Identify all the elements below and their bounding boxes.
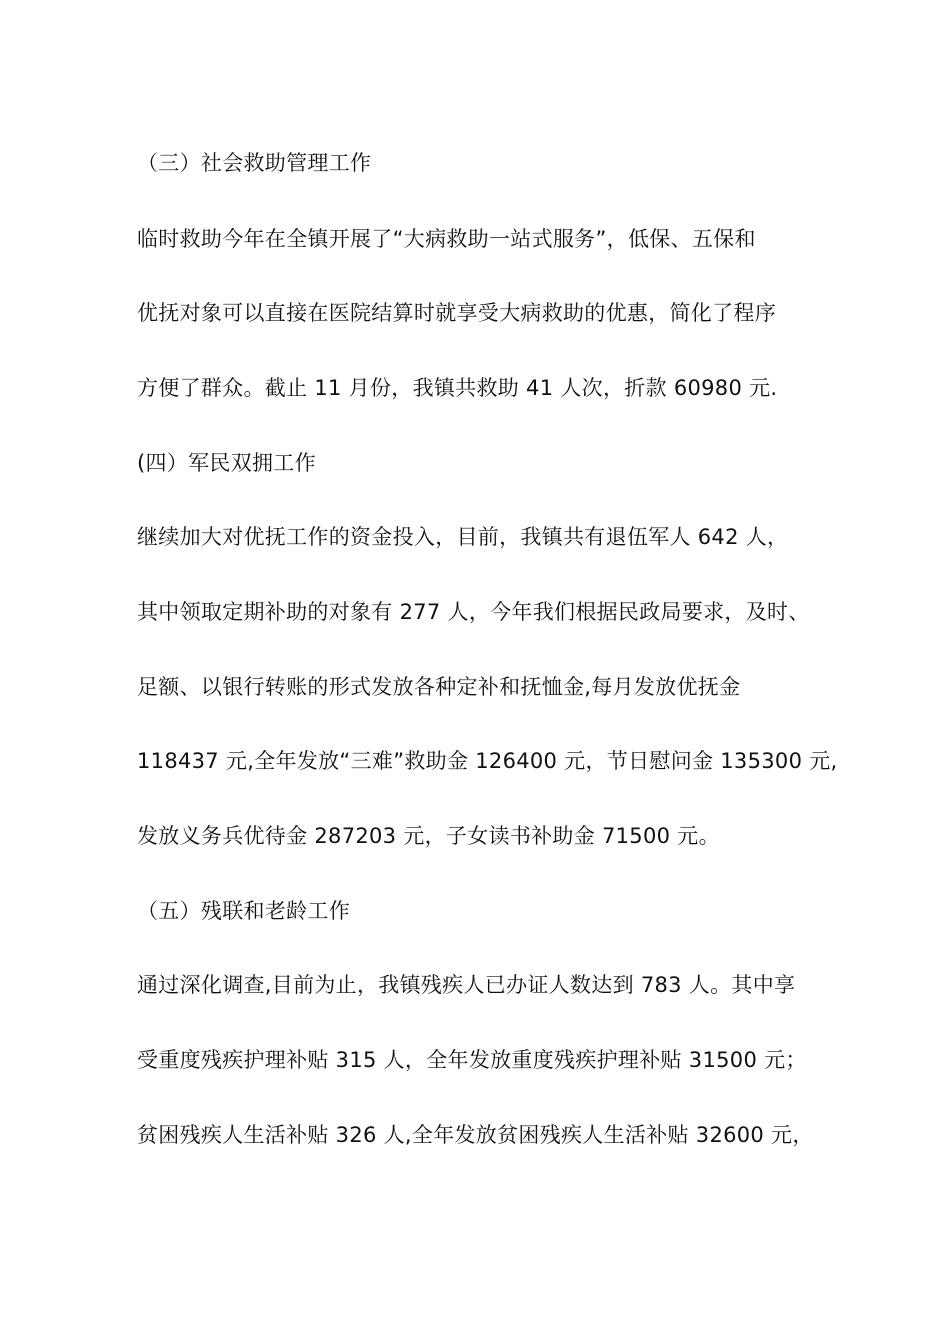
paragraph-line: 受重度残疾护理补贴 315 人，全年发放重度残疾护理补贴 31500 元；	[137, 1048, 807, 1072]
paragraph-line: 足额、以银行转账的形式发放各种定补和抚恤金,每月发放优抚金	[137, 675, 741, 699]
paragraph-line: 118437 元,全年发放“三难”救助金 126400 元，节日慰问金 135300 元,	[137, 749, 838, 773]
paragraph-line: 发放义务兵优待金 287203 元，子女读书补助金 71500 元。	[137, 824, 720, 848]
section-heading-disability-elderly: （五）残联和老龄工作	[137, 899, 350, 923]
section-heading-social-assistance: （三）社会救助管理工作	[137, 151, 372, 175]
paragraph-line: 临时救助今年在全镇开展了“大病救助一站式服务”，低保、五保和	[137, 227, 756, 251]
paragraph-line: 方便了群众。截止 11 月份，我镇共救助 41 人次，折款 60980 元.	[137, 376, 778, 400]
paragraph-line: 其中领取定期补助的对象有 277 人，今年我们根据民政局要求，及时、	[137, 600, 810, 624]
paragraph-line: 继续加大对优抚工作的资金投入，目前，我镇共有退伍军人 642 人，	[137, 525, 789, 549]
paragraph-line: 优抚对象可以直接在医院结算时就享受大病救助的优惠，简化了程序	[137, 301, 776, 325]
section-heading-military-civilian: (四）军民双拥工作	[137, 451, 316, 475]
paragraph-line: 贫困残疾人生活补贴 326 人,全年发放贫困残疾人生活补贴 32600 元，	[137, 1123, 814, 1147]
paragraph-line: 通过深化调查,目前为止，我镇残疾人已办证人数达到 783 人。其中享	[137, 973, 796, 997]
